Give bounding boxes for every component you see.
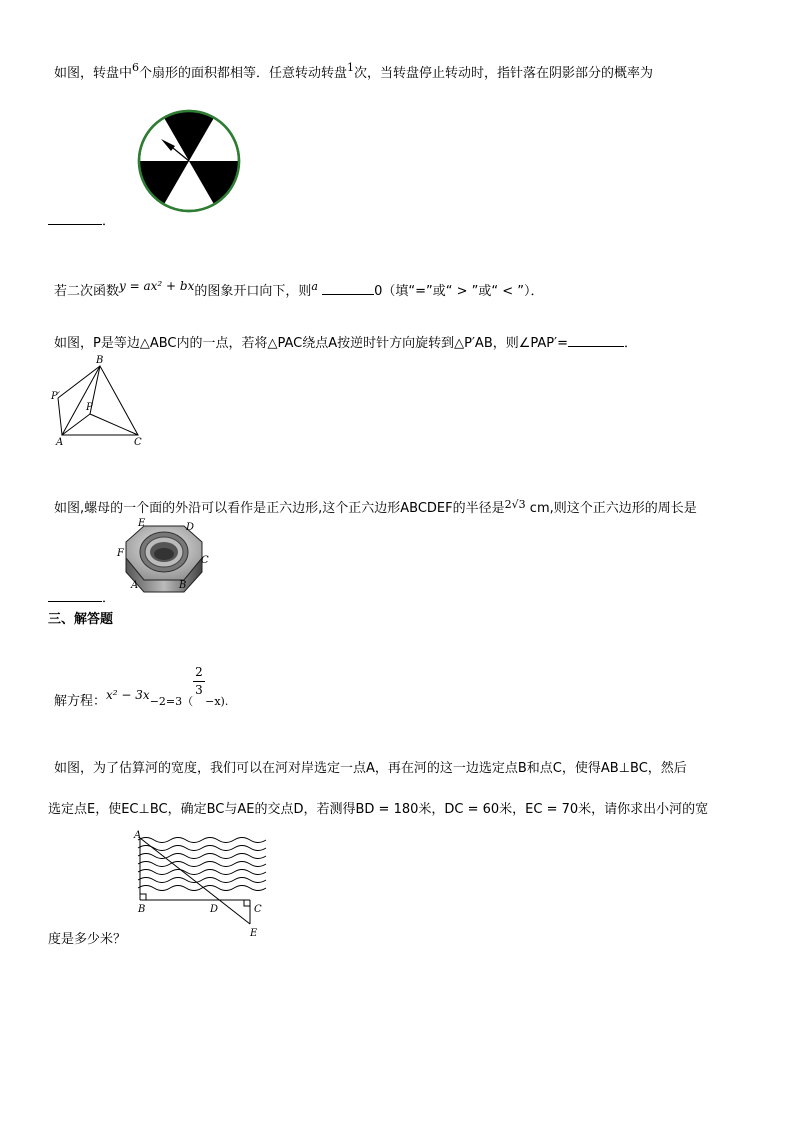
q1-text: 如图，转盘中$^6$个扇形的面积都相等．任意转动转盘$^1$次，当转盘停止转动时，指针落在阴影部分的概率为 [54,61,654,81]
q4-answer-line[interactable]: ． [48,587,115,606]
label-A: A [131,580,139,591]
q2-answer-line[interactable] [322,282,374,295]
q3-answer-line[interactable] [568,334,624,347]
river-figure [130,830,278,942]
label-C: C [201,555,209,566]
label-A: A [56,437,64,448]
q5-text: 解方程：x² − 3x−2=3（ $\frac{2}{3}$ −x). [54,665,229,709]
section-title: 三、解答题 [48,612,114,627]
q6-line-3: 度是多少米？ [48,932,127,947]
q6-line-1: 如图，为了估算河的宽度，我们可以在河对岸选定一点A，再在河的这一边选定点B和点C，使得AB⊥BC，然后 [54,761,687,776]
label-P: P [86,402,93,413]
q4-text: 如图,螺母的一个面的外沿可以看作是正六边形,这个正六边形ABCDEF的半径是$^{2√3}$ cm,则这个正六边形的周长是 [54,498,697,516]
label-C: C [254,904,262,915]
label-F: F [117,548,124,559]
label-P-prime: P′ [51,391,60,402]
triangle-figure [48,352,148,448]
spinner-figure [134,108,244,214]
q2-text: 若二次函数y = ax² + bx的图象开口向下，则$^a$ 0（填“=”或“ > ”或“ < ”）． [54,279,544,299]
label-E: E [138,518,146,529]
label-C: C [134,437,142,448]
label-B: B [96,355,104,366]
hex-nut-figure [114,518,214,598]
fraction: $\frac{2}{3}$ [193,691,205,705]
label-B: B [138,904,146,915]
label-B: B [179,580,187,591]
label-D: D [186,522,195,533]
q6-line-2: 选定点E，使EC⊥BC，确定BC与AE的交点D，若测得BD = 180米，DC = 60米，EC = 70米，请你求出小河的宽 [48,802,709,817]
q1-answer-line[interactable]: ． [48,210,115,229]
label-D: D [210,904,219,915]
label-A: A [134,830,142,841]
q3-text: 如图，P是等边△ABC内的一点，若将△PAC绕点A按逆时针方向旋转到△P′AB，则∠PAP′= ． [54,336,637,351]
label-E: E [250,928,258,939]
